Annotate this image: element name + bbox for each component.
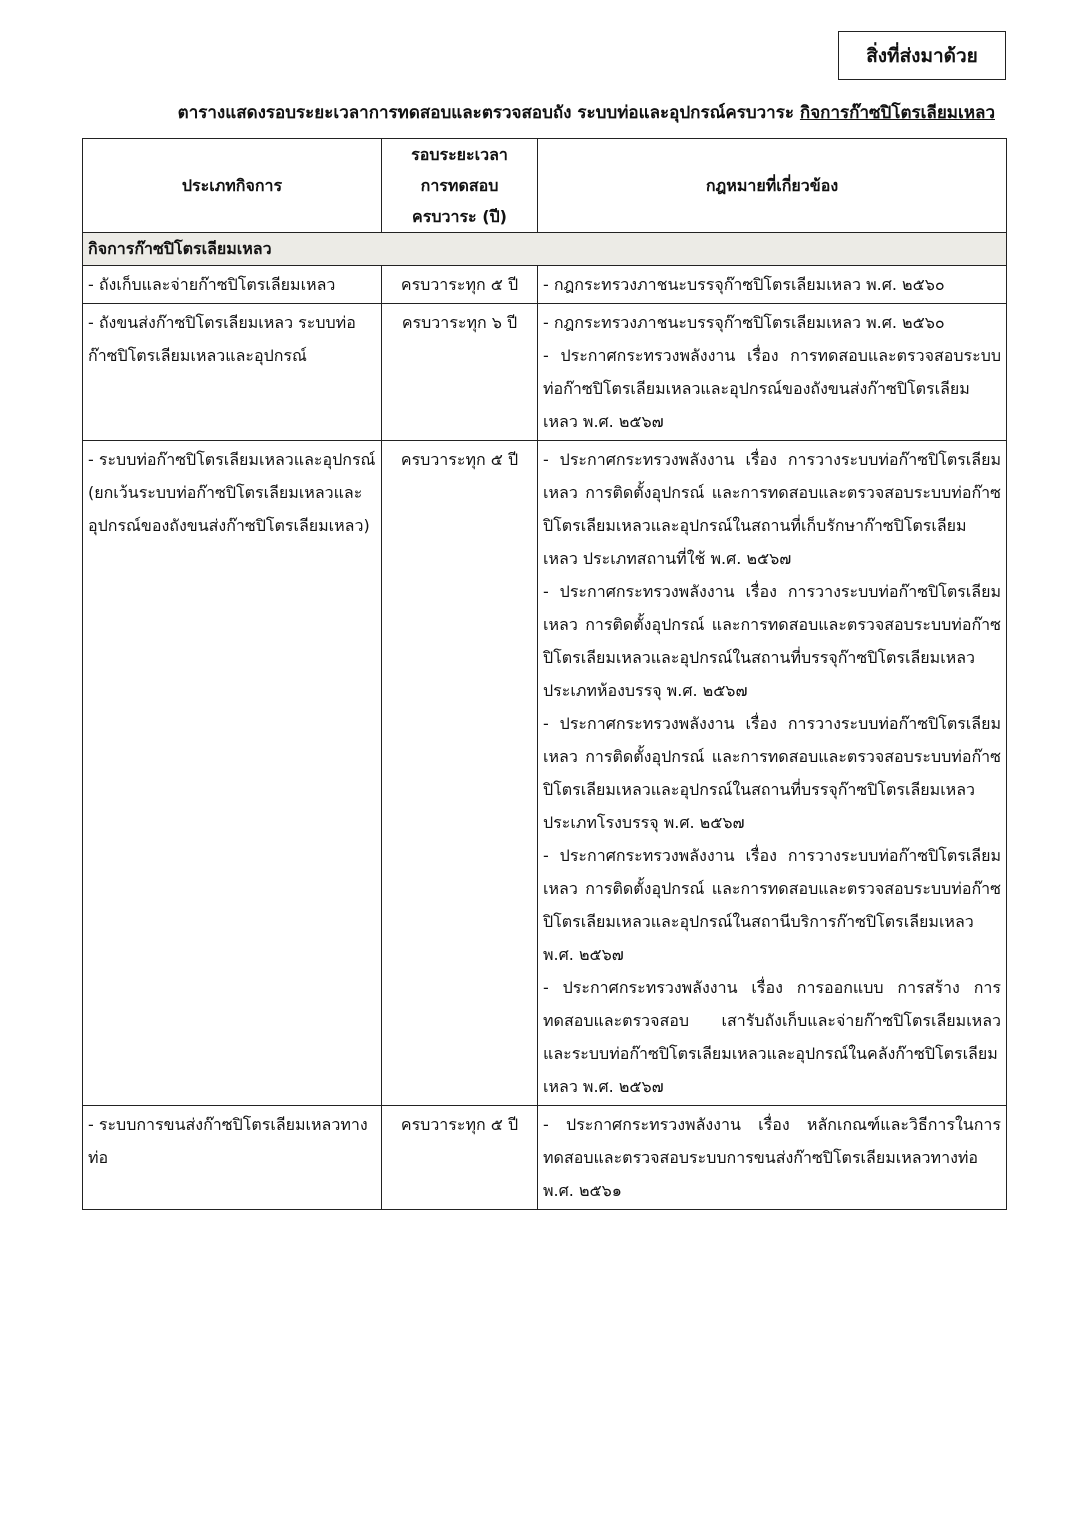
inspection-period-table: [82, 138, 1007, 1210]
table-header-row: [83, 139, 1007, 233]
law-item: - ประกาศกระทรวงพลังงาน เรื่อง การวางระบบท่อก๊าซปิโตรเลียมเหลว การติดตั้งอุปกรณ์ และการทดสอบและตรวจสอบระบบท่อก๊าซปิโตรเลียมเหลวและอุปกรณ์ในสถานที่บรรจุก๊าซปิโตรเลียมเหลวประเภทห้องบรรจุ พ.ศ. ๒๕๖๗: [543, 582, 1001, 700]
table-row: [83, 441, 1007, 1106]
section-row: [83, 233, 1007, 266]
header-business-type: ประเภทกิจการ: [83, 139, 382, 233]
law-item: - ประกาศกระทรวงพลังงาน เรื่อง หลักเกณฑ์และวิธีการในการทดสอบและตรวจสอบระบบการขนส่งก๊าซปิโตรเลียมเหลวทางท่อ พ.ศ. ๒๕๖๑: [543, 1115, 1001, 1200]
header-law: กฎหมายที่เกี่ยวข้อง: [538, 139, 1007, 233]
header-period-line: ครบวาระ (ปี): [412, 207, 507, 226]
law-item: - ประกาศกระทรวงพลังงาน เรื่อง การออกแบบ การสร้าง การทดสอบและตรวจสอบ เสารับถังเก็บและจ่ายก๊าซปิโตรเลียมเหลว และระบบท่อก๊าซปิโตรเลียมเหลวและอุปกรณ์ในคลังก๊าซปิโตรเลียมเหลว พ.ศ. ๒๕๖๗: [543, 978, 1001, 1096]
document-title-emphasis: กิจการก๊าซปิโตรเลียมเหลว: [799, 103, 995, 123]
period-cell: ครบวาระทุก ๕ ปี: [382, 1106, 538, 1210]
period-cell: ครบวาระทุก ๕ ปี: [382, 266, 538, 304]
header-period-line: การทดสอบ: [420, 176, 499, 195]
law-cell: [538, 266, 1007, 304]
law-cell: [538, 1106, 1007, 1210]
law-item: - ประกาศกระทรวงพลังงาน เรื่อง การทดสอบและตรวจสอบระบบท่อก๊าซปิโตรเลียมเหลวและอุปกรณ์ของถังขนส่งก๊าซปิโตรเลียมเหลว พ.ศ. ๒๕๖๗: [543, 346, 1001, 431]
law-cell: [538, 304, 1007, 441]
table-row: [83, 304, 1007, 441]
business-type-cell: - ถังขนส่งก๊าซปิโตรเลียมเหลว ระบบท่อก๊าซปิโตรเลียมเหลวและอุปกรณ์: [83, 304, 382, 441]
business-type-cell: - ถังเก็บและจ่ายก๊าซปิโตรเลียมเหลว: [83, 266, 382, 304]
law-item: - ประกาศกระทรวงพลังงาน เรื่อง การวางระบบท่อก๊าซปิโตรเลียมเหลว การติดตั้งอุปกรณ์ และการทดสอบและตรวจสอบระบบท่อก๊าซปิโตรเลียมเหลวและอุปกรณ์ในสถานที่เก็บรักษาก๊าซปิโตรเลียมเหลว ประเภทสถานที่ใช้ พ.ศ. ๒๕๖๗: [543, 450, 1001, 568]
period-cell: ครบวาระทุก ๖ ปี: [382, 304, 538, 441]
law-item: - กฎกระทรวงภาชนะบรรจุก๊าซปิโตรเลียมเหลว พ.ศ. ๒๕๖๐: [543, 275, 945, 294]
law-item: - กฎกระทรวงภาชนะบรรจุก๊าซปิโตรเลียมเหลว พ.ศ. ๒๕๖๐: [543, 313, 945, 332]
header-period-line: รอบระยะเวลา: [411, 145, 508, 164]
enclosure-label: สิ่งที่ส่งมาด้วย: [866, 44, 978, 67]
period-cell: ครบวาระทุก ๕ ปี: [382, 441, 538, 1106]
document-title-main: ตารางแสดงรอบระยะเวลาการทดสอบและตรวจสอบถัง ระบบท่อและอุปกรณ์ครบวาระ: [177, 103, 800, 123]
law-item: - ประกาศกระทรวงพลังงาน เรื่อง การวางระบบท่อก๊าซปิโตรเลียมเหลว การติดตั้งอุปกรณ์ และการทดสอบและตรวจสอบระบบท่อก๊าซปิโตรเลียมเหลวและอุปกรณ์ในสถานที่บรรจุก๊าซปิโตรเลียมเหลวประเภทโรงบรรจุ พ.ศ. ๒๕๖๗: [543, 714, 1001, 832]
business-type-cell: - ระบบท่อก๊าซปิโตรเลียมเหลวและอุปกรณ์ (ยกเว้นระบบท่อก๊าซปิโตรเลียมเหลวและอุปกรณ์ของถังขนส่งก๊าซปิโตรเลียมเหลว): [83, 441, 382, 1106]
section-title: กิจการก๊าซปิโตรเลียมเหลว: [83, 233, 1007, 266]
law-item: - ประกาศกระทรวงพลังงาน เรื่อง การวางระบบท่อก๊าซปิโตรเลียมเหลว การติดตั้งอุปกรณ์ และการทดสอบและตรวจสอบระบบท่อก๊าซปิโตรเลียมเหลวและอุปกรณ์ในสถานีบริการก๊าซปิโตรเลียมเหลว พ.ศ. ๒๕๖๗: [543, 846, 1001, 964]
document-title: [60, 100, 995, 126]
table-row: [83, 266, 1007, 304]
law-cell: [538, 441, 1007, 1106]
enclosure-label-box: [838, 31, 1006, 80]
table-row: [83, 1106, 1007, 1210]
business-type-cell: - ระบบการขนส่งก๊าซปิโตรเลียมเหลวทางท่อ: [83, 1106, 382, 1210]
header-period: [382, 139, 538, 233]
